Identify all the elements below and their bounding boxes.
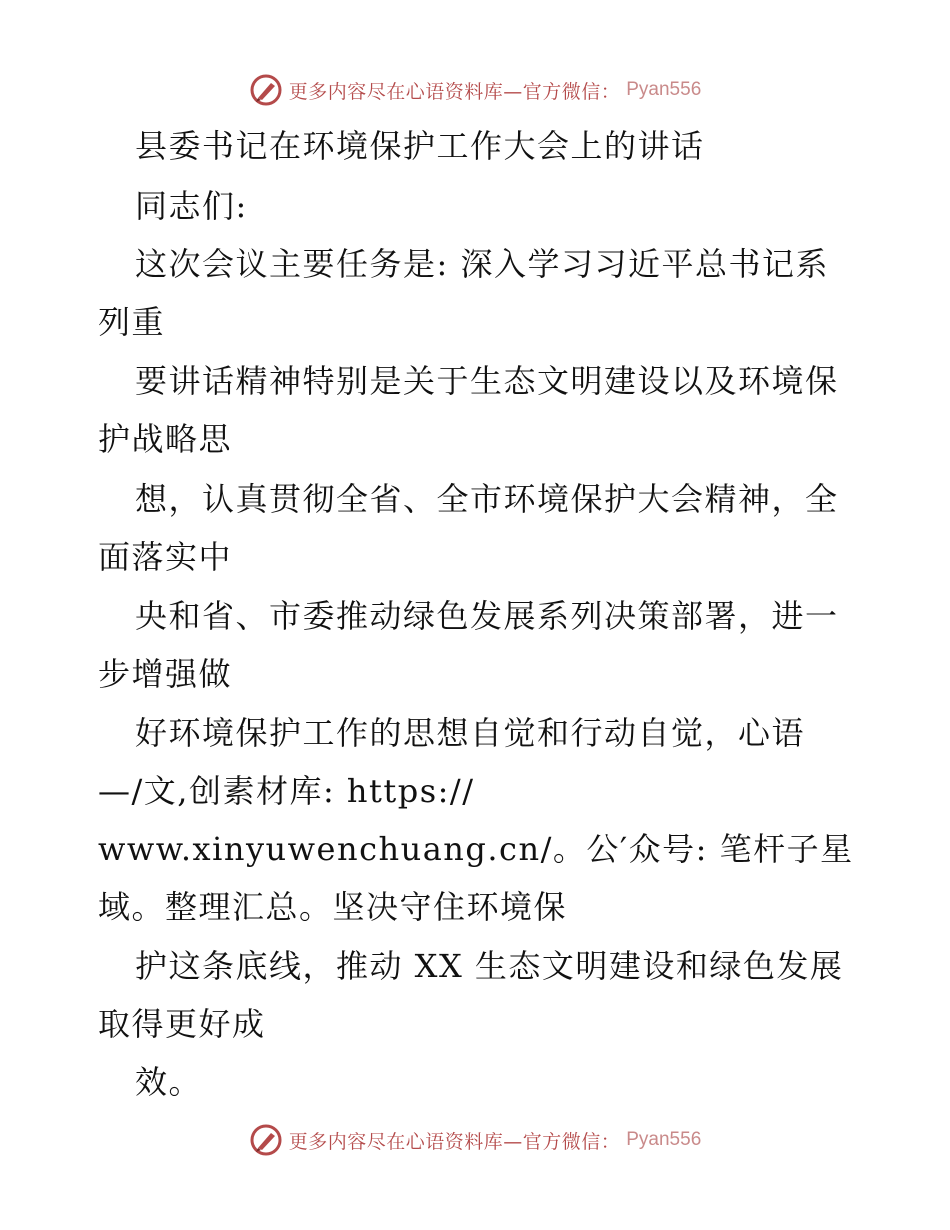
paragraph-line: 效。 xyxy=(135,1063,203,1101)
document-title: 县委书记在环境保护工作大会上的讲话 xyxy=(135,127,705,165)
paragraph-line: 护战略思 xyxy=(98,420,233,458)
footer-banner xyxy=(0,1120,950,1160)
paragraph-line: 取得更好成 xyxy=(98,1005,266,1043)
paragraph-line: 护这条底线，推动 XX 生态文明建设和绿色发展 xyxy=(135,947,844,985)
banner-text: 更多内容尽在心语资料库—官方微信： xyxy=(288,1130,621,1153)
banner-wechat-handle: Pyan556 xyxy=(626,1129,702,1150)
salutation: 同志们: xyxy=(135,187,248,225)
paragraph-line: 好环境保护工作的思想自觉和行动自觉，心语 xyxy=(135,714,806,752)
paragraph-line: 要讲话精神特别是关于生态文明建设以及环境保 xyxy=(135,362,839,400)
banner-wechat-handle: Pyan556 xyxy=(626,79,702,100)
paragraph-line: 想，认真贯彻全省、全市环境保护大会精神，全 xyxy=(135,480,839,518)
paragraph-line: www.xinyuwenchuang.cn/。公′众号: 笔杆子星 xyxy=(98,830,854,868)
pen-circle-icon xyxy=(249,1123,283,1157)
paragraph-line: 步增强做 xyxy=(98,655,233,693)
paragraph-line: —/文,创素材库: https:// xyxy=(98,772,475,810)
paragraph-line: 面落实中 xyxy=(98,538,233,576)
paragraph-line: 这次会议主要任务是: 深入学习习近平总书记系 xyxy=(135,245,829,283)
banner-text: 更多内容尽在心语资料库—官方微信： xyxy=(288,80,621,103)
paragraph-line: 列重 xyxy=(98,303,166,341)
paragraph-line: 域。整理汇总。坚决守住环境保 xyxy=(98,888,568,926)
paragraph-line: 央和省、市委推动绿色发展系列决策部署，进一 xyxy=(135,597,839,635)
